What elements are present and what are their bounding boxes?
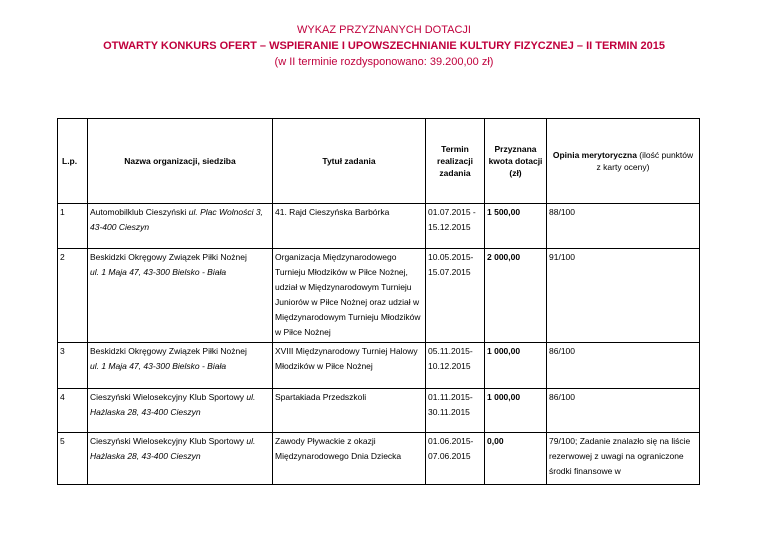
col-header-lp: L.p. bbox=[58, 119, 88, 204]
cell-lp: 4 bbox=[58, 389, 88, 433]
cell-amount: 1 500,00 bbox=[485, 204, 547, 249]
cell-title: XVIII Międzynarodowy Turniej Halowy Młodzików w Piłce Nożnej bbox=[273, 343, 426, 389]
opinion-header-bold: Opinia merytoryczna bbox=[552, 150, 637, 160]
table-row bbox=[58, 433, 700, 485]
term-to: 15.07.2015 bbox=[428, 267, 471, 277]
cell-opinion: 86/100 bbox=[547, 389, 700, 433]
cell-title: Spartakiada Przedszkoli bbox=[273, 389, 426, 433]
document-header bbox=[0, 22, 768, 70]
org-address: ul. Hażlaska 28, 43-400 Cieszyn bbox=[90, 392, 256, 417]
cell-org bbox=[88, 249, 273, 343]
cell-opinion: 91/100 bbox=[547, 249, 700, 343]
term-to: 30.11.2015 bbox=[428, 407, 470, 417]
org-name: Cieszyński Wielosekcyjny Klub Sportowy bbox=[90, 392, 247, 402]
cell-title: 41. Rajd Cieszyńska Barbórka bbox=[273, 204, 426, 249]
col-header-org: Nazwa organizacji, siedziba bbox=[88, 119, 273, 204]
cell-opinion: 79/100; Zadanie znalazło się na liście rezerwowej z uwagi na ograniczone środki finansowe w bbox=[547, 433, 700, 485]
org-name: Beskidzki Okręgowy Związek Piłki Nożnej bbox=[90, 346, 247, 356]
term-from: 05.11.2015- bbox=[428, 346, 473, 356]
cell-amount: 2 000,00 bbox=[485, 249, 547, 343]
grants-table bbox=[57, 118, 700, 485]
cell-org bbox=[88, 204, 273, 249]
term-from: 01.11.2015- bbox=[428, 392, 473, 402]
cell-amount: 1 000,00 bbox=[485, 343, 547, 389]
cell-amount: 1 000,00 bbox=[485, 389, 547, 433]
cell-org bbox=[88, 343, 273, 389]
col-header-amount: Przyznana kwota dotacji (zł) bbox=[485, 119, 547, 204]
org-address: ul. Hażlaska 28, 43-400 Cieszyn bbox=[90, 436, 256, 461]
cell-opinion: 88/100 bbox=[547, 204, 700, 249]
org-name: Beskidzki Okręgowy Związek Piłki Nożnej bbox=[90, 252, 247, 262]
org-name: Automobilklub Cieszyński bbox=[90, 207, 189, 217]
table-row bbox=[58, 204, 700, 249]
doc-title: WYKAZ PRZYZNANYCH DOTACJI bbox=[297, 24, 471, 36]
cell-lp: 3 bbox=[58, 343, 88, 389]
org-name: Cieszyński Wielosekcyjny Klub Sportowy bbox=[90, 436, 247, 446]
term-from: 10.05.2015- bbox=[428, 252, 474, 262]
cell-title: Zawody Pływackie z okazji Międzynarodowego Dnia Dziecka bbox=[273, 433, 426, 485]
term-from: 01.07.2015 - bbox=[428, 207, 476, 217]
table-row bbox=[58, 249, 700, 343]
term-to: 10.12.2015 bbox=[428, 361, 471, 371]
cell-term bbox=[426, 433, 485, 485]
cell-lp: 5 bbox=[58, 433, 88, 485]
cell-term bbox=[426, 343, 485, 389]
org-address: ul. 1 Maja 47, 43-300 Bielsko - Biała bbox=[90, 361, 227, 371]
cell-title: Organizacja Międzynarodowego Turnieju Młodzików w Piłce Nożnej, udział w Międzynarodowym Turnieju Juniorów w Piłce Nożnej oraz udział w Międzynarodowym Turnieju Młodzików w Piłce Nożnej bbox=[273, 249, 426, 343]
cell-opinion: 86/100 bbox=[547, 343, 700, 389]
org-address: ul. Plac Wolności 3, 43-400 Cieszyn bbox=[90, 207, 263, 232]
term-from: 01.06.2015- bbox=[428, 436, 474, 446]
cell-org bbox=[88, 389, 273, 433]
cell-term bbox=[426, 389, 485, 433]
total-distributed: (w II terminie rozdysponowano: 39.200,00 zł) bbox=[274, 56, 494, 68]
cell-term bbox=[426, 249, 485, 343]
cell-org bbox=[88, 433, 273, 485]
opinion-header-rest: (ilość punktów z karty oceny) bbox=[596, 150, 694, 172]
col-header-opinion bbox=[547, 119, 700, 204]
col-header-title: Tytuł zadania bbox=[273, 119, 426, 204]
table-header-row bbox=[58, 119, 700, 204]
table-row bbox=[58, 343, 700, 389]
term-to: 15.12.2015 bbox=[428, 222, 471, 232]
col-header-term: Termin realizacji zadania bbox=[426, 119, 485, 204]
cell-amount: 0,00 bbox=[485, 433, 547, 485]
cell-term bbox=[426, 204, 485, 249]
org-address: ul. 1 Maja 47, 43-300 Bielsko - Biała bbox=[90, 267, 227, 277]
cell-lp: 1 bbox=[58, 204, 88, 249]
cell-lp: 2 bbox=[58, 249, 88, 343]
term-to: 07.06.2015 bbox=[428, 451, 471, 461]
contest-title: OTWARTY KONKURS OFERT – WSPIERANIE I UPOWSZECHNIANIE KULTURY FIZYCZNEJ – II TERMIN 2015 bbox=[103, 40, 665, 52]
table-row bbox=[58, 389, 700, 433]
